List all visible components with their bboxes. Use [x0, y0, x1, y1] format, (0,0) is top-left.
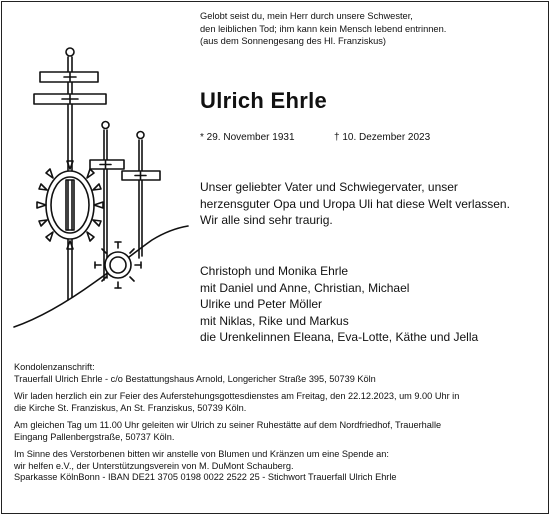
burial-info: Am gleichen Tag um 11.00 Uhr geleiten wir Ulrich zu seiner Ruhestätte auf dem Nordfriedhof, Trauerhalle Eingang Pallenbergstraße, 50737 Köln. — [14, 420, 442, 442]
quote-text: Gelobt seist du, mein Herr durch unsere Schwester, den leiblichen Tod; ihm kann kein Mensch lebend entrinnen. (aus dem Sonnengesang des Hl. Franziskus) — [200, 11, 447, 46]
death-date: † 10. Dezember 2023 — [334, 132, 431, 143]
family-message: Unser geliebter Vater und Schwiegervater, unser herzensguter Opa und Uropa Uli hat diese Welt verlassen. Wir alle sind sehr traurig. — [200, 180, 510, 227]
hill-line — [14, 226, 188, 327]
mourner-line: die Urenkelinnen Eleana, Eva-Lotte, Käthe und Jella — [200, 330, 479, 344]
birth-date: * 29. November 1931 — [200, 132, 295, 143]
sunburst-icon — [37, 161, 103, 249]
deceased-name: Ulrich Ehrle — [200, 88, 328, 113]
gear-sun-icon — [95, 242, 141, 288]
condolence-address: Kondolenzanschrift: Trauerfall Ulrich Ehrle - c/o Bestattungshaus Arnold, Longericher Straße 395, 50739 Köln — [14, 362, 376, 384]
details-section — [14, 362, 542, 490]
mourner-line: Ulrike und Peter Möller — [200, 297, 323, 311]
mourners-list — [200, 263, 545, 346]
service-info: Wir laden herzlich ein zur Feier des Auferstehungsgottesdienstes am Freitag, den 22.12.2023, um 9.00 Uhr in die Kirche St. Franziskus, An St. Franziskus, 50739 Köln. — [14, 391, 460, 413]
crosses-illustration — [0, 0, 200, 330]
mourner-line: mit Niklas, Rike und Markus — [200, 313, 349, 328]
mourner-line: mit Daniel und Anne, Christian, Michael — [200, 280, 410, 295]
donation-info: Im Sinne des Verstorbenen bitten wir anstelle von Blumen und Kränzen um eine Spende an: wir helfen e.V., der Unterstützungsverein von M. DuMont Schauberg. Sparkasse KölnBonn - IBAN DE21 3705 0198 0022 2522 25 - Stichwort Trauerfall Ulrich Ehrle — [14, 449, 397, 482]
mourner-line: Christoph und Monika Ehrle — [200, 264, 349, 278]
